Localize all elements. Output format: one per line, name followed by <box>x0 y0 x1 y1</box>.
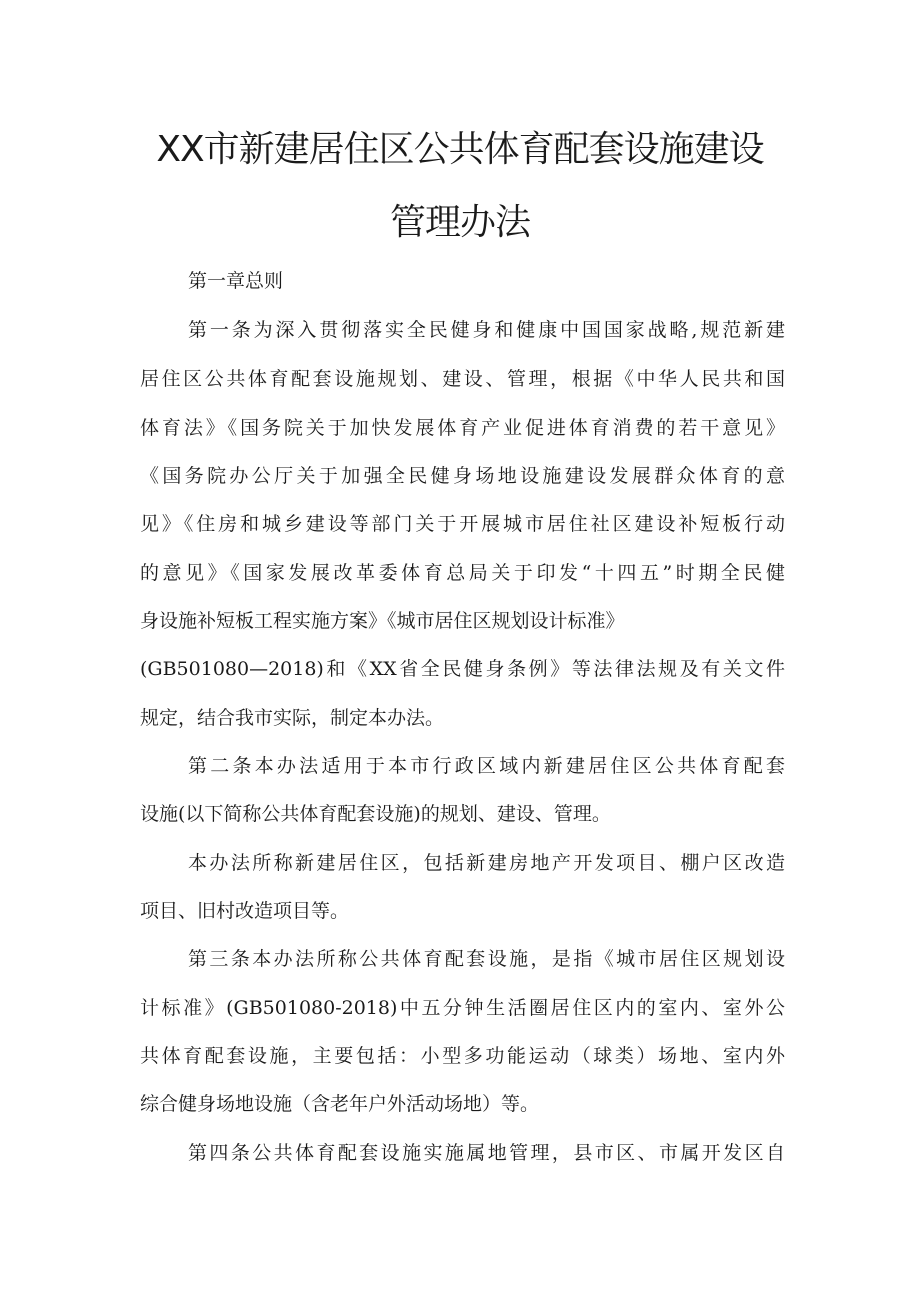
article-1-line: 身设施补短板工程实施方案》《城市居住区规划设计标准》 <box>140 610 625 632</box>
article-4-line: 第四条公共体育配套设施实施属地管理，县市区、市属开发区自 <box>188 1142 785 1164</box>
article-1-line: 体育法》《国务院关于加快发展体育产业促进体育消费的若干意见》 <box>140 417 785 439</box>
article-3-line: 共体育配套设施，主要包括：小型多功能运动（球类）场地、室内外 <box>140 1045 785 1067</box>
chapter-heading: 第一章总则 <box>188 270 284 292</box>
article-3-line: 计标准》(GB501080-2018)中五分钟生活圈居住区内的室内、室外公 <box>140 997 785 1019</box>
article-1-line: 第一条为深入贯彻落实全民健身和健康中国国家战略,规范新建 <box>188 319 785 341</box>
article-2-note-line: 本办法所称新建居住区，包括新建房地产开发项目、棚户区改造 <box>188 852 785 874</box>
article-1-line: 规定，结合我市实际，制定本办法。 <box>140 707 445 729</box>
article-1-line: 见》《住房和城乡建设等部门关于开展城市居住社区建设补短板行动 <box>140 513 785 535</box>
article-2-note-line: 项目、旧村改造项目等。 <box>140 900 350 922</box>
article-3-line: 综合健身场地设施（含老年户外活动场地）等。 <box>140 1093 540 1115</box>
article-1-line: 的意见》《国家发展改革委体育总局关于印发“十四五”时期全民健 <box>140 562 785 584</box>
article-2-line: 设施(以下简称公共体育配套设施)的规划、建设、管理。 <box>140 803 611 825</box>
document-title-line-1: XX市新建居住区公共体育配套设施建设 <box>156 129 764 170</box>
article-1-line: 居住区公共体育配套设施规划、建设、管理，根据《中华人民共和国 <box>140 368 785 390</box>
article-1-line: (GB501080—2018)和《XX省全民健身条例》等法律法规及有关文件 <box>140 658 785 680</box>
document-title-line-2: 管理办法 <box>389 202 530 243</box>
article-2-line: 第二条本办法适用于本市行政区域内新建居住区公共体育配套 <box>188 755 785 777</box>
article-3-line: 第三条本办法所称公共体育配套设施，是指《城市居住区规划设 <box>188 948 785 970</box>
article-1-line: 《国务院办公厅关于加强全民健身场地设施建设发展群众体育的意 <box>140 465 785 487</box>
